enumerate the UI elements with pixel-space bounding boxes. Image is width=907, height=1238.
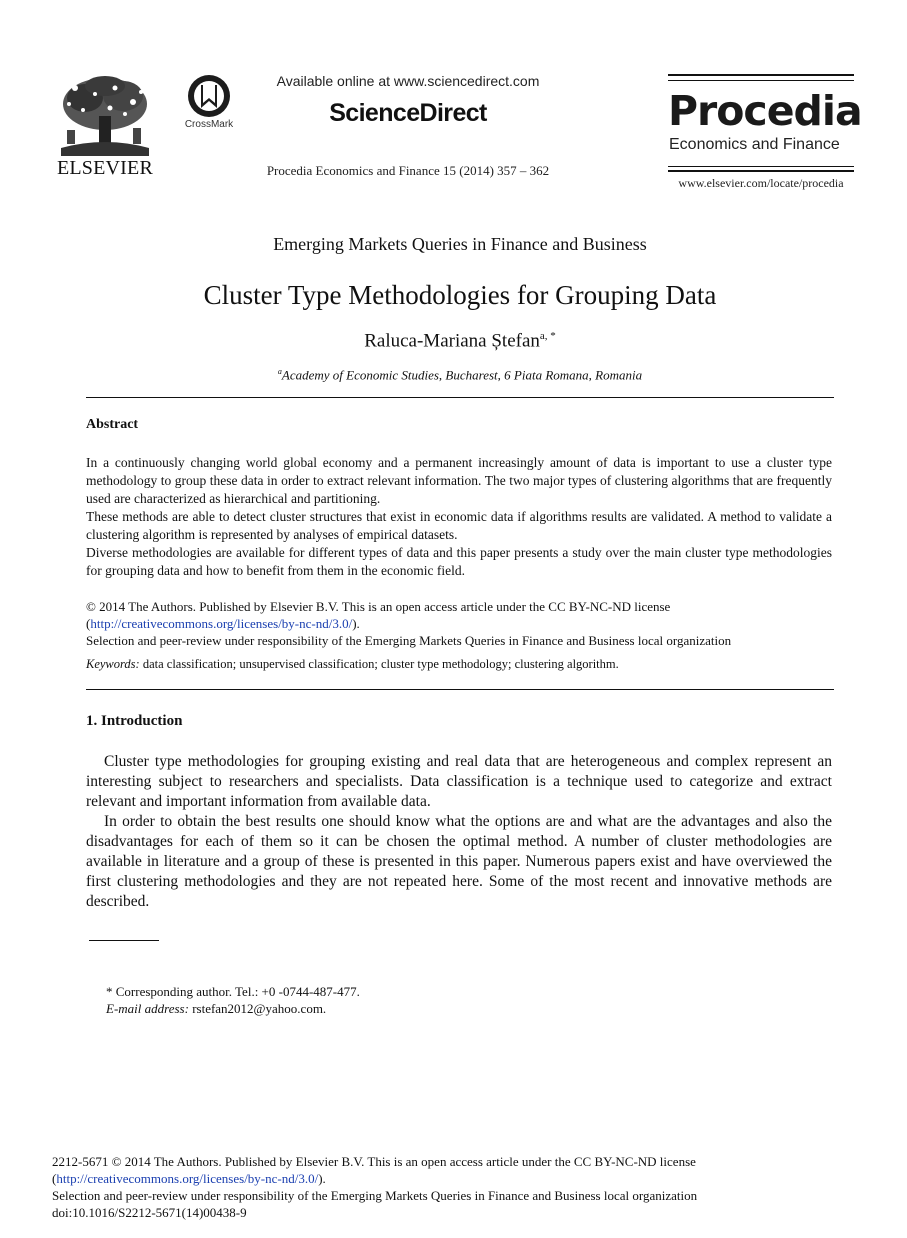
license-open: (	[86, 616, 91, 631]
abstract-top-rule	[86, 397, 834, 398]
keywords-line	[86, 657, 832, 672]
keywords-label: Keywords:	[86, 657, 140, 671]
procedia-top-rule-thin	[668, 80, 854, 81]
footnote-rule	[89, 940, 159, 941]
introduction-heading: 1. Introduction	[86, 713, 183, 729]
license-line	[86, 615, 832, 632]
introduction-paragraph: Cluster type methodologies for grouping existing and real data that are heterogeneous and complex represent an interesting subject to researchers and specialists. Data classification is a technique used to categorize and extract relevant and important information from available data.	[86, 753, 832, 810]
elsevier-tree-icon	[55, 74, 155, 156]
affiliation-line	[60, 367, 860, 383]
abstract-bottom-rule	[86, 689, 834, 690]
abstract-paragraph: Diverse methodologies are available for different types of data and this paper presents a study over the main cluster type methodologies for grouping data and how to benefit from them in the economic field.	[86, 545, 832, 578]
footnotes	[106, 983, 806, 1017]
affiliation-mark: a	[277, 367, 282, 376]
introduction-body	[86, 752, 832, 912]
author-marks: a, *	[539, 330, 556, 342]
publisher-name: ELSEVIER	[56, 157, 154, 179]
paper-title: Cluster Type Methodologies for Grouping Data	[203, 280, 717, 310]
abstract-paragraph: These methods are able to detect cluster structures that exist in economic data if algorithms results are validated. A method to validate a clustering algorithm is represented by analyses of empirical datasets.	[86, 509, 832, 542]
available-online-text: Available online at www.sciencedirect.com	[276, 73, 540, 89]
abstract-heading: Abstract	[86, 417, 139, 432]
abstract-body	[86, 454, 832, 580]
license-link[interactable]: http://creativecommons.org/licenses/by-nc-nd/3.0/	[90, 616, 353, 631]
email-label: E-mail address:	[106, 1001, 189, 1016]
author-name: Raluca-Mariana Ștefan	[364, 330, 540, 352]
procedia-top-rule	[668, 74, 854, 76]
sciencedirect-logo: ScienceDirect	[329, 99, 487, 127]
journal-reference: Procedia Economics and Finance 15 (2014) 357 – 362	[266, 163, 550, 178]
keywords-text: data classification; unsupervised classification; cluster type methodology; clustering algorithm.	[142, 657, 619, 671]
crossmark-label: CrossMark	[184, 119, 234, 130]
bottom-license-line	[52, 1170, 832, 1187]
issn-line: 2212-5671 © 2014 The Authors. Published by Elsevier B.V. This is an open access article under the CC BY-NC-ND license	[52, 1154, 696, 1169]
conference-name: Emerging Markets Queries in Finance and Business	[273, 234, 647, 254]
elsevier-logo	[55, 74, 155, 178]
bottom-license-link[interactable]: http://creativecommons.org/licenses/by-nc-nd/3.0/	[56, 1171, 319, 1186]
email-note	[106, 1000, 806, 1017]
peer-review-line: Selection and peer-review under responsibility of the Emerging Markets Queries in Finance and Business local organization	[86, 633, 732, 648]
license-close: ).	[352, 616, 360, 631]
affiliation-text: Academy of Economic Studies, Bucharest, 6 Piata Romana, Romania	[281, 367, 643, 383]
bottom-publication-info	[52, 1153, 832, 1221]
crossmark-icon	[187, 74, 231, 118]
procedia-url[interactable]: www.elsevier.com/locate/procedia	[678, 176, 844, 190]
crossmark-badge[interactable]	[178, 74, 240, 134]
bottom-license-close: ).	[318, 1171, 326, 1186]
procedia-subtitle: Economics and Finance	[669, 136, 840, 153]
email-address[interactable]: rstefan2012@yahoo.com.	[192, 1001, 327, 1016]
corresponding-author-note: * Corresponding author. Tel.: +0 -0744-487-477.	[106, 984, 360, 999]
copyright-block	[86, 598, 832, 649]
bottom-peer-review-line: Selection and peer-review under responsibility of the Emerging Markets Queries in Finance and Business local organization	[52, 1188, 698, 1203]
procedia-logo	[668, 74, 862, 194]
copyright-line: © 2014 The Authors. Published by Elsevier B.V. This is an open access article under the CC BY-NC-ND license	[86, 599, 671, 614]
procedia-title: Procedia	[668, 87, 862, 135]
doi-line[interactable]: doi:10.1016/S2212-5671(14)00438-9	[52, 1205, 247, 1220]
abstract-paragraph: In a continuously changing world global economy and a permanent increasingly amount of data is important to use a cluster type methodology to group these data in order to extract relevant information. The two major types of clustering algorithms that are frequently used are characterized as hierarchical and partitioning.	[86, 455, 832, 506]
procedia-bottom-rule	[668, 170, 854, 172]
author-line	[60, 330, 860, 352]
procedia-bottom-rule-thin	[668, 166, 854, 167]
introduction-paragraph: In order to obtain the best results one should know what the options are and what are the advantages and also the disadvantages for each of them so it can be chosen the optimal method. A number of cluster methodologies are available in literature and a group of these is presented in this paper. Numerous papers exist and have overviewed the first clustering methodologies and they are not repeated here. Some of the most recent and innovative methods are described.	[86, 813, 832, 910]
bottom-license-open: (	[52, 1171, 57, 1186]
